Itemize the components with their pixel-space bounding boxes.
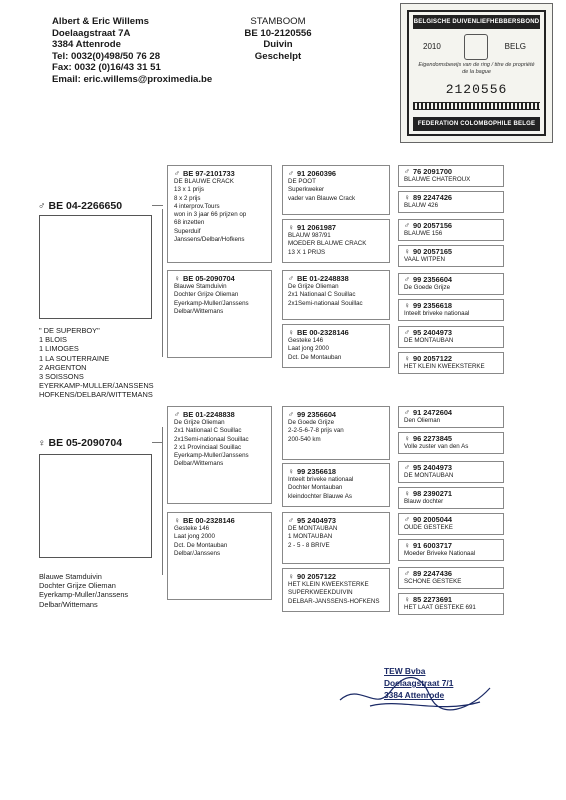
owner-tel: Tel: 0032(0)498/50 76 28 bbox=[52, 50, 161, 62]
stamp-street: Doelaagstraat 7/1 bbox=[384, 678, 454, 688]
connector bbox=[162, 427, 163, 575]
ring-number: BE 10-2120556 bbox=[244, 27, 312, 39]
gen3-box-8: ♀ 90 2057122 HET KLEIN KWEEKSTERKE bbox=[398, 352, 504, 374]
gen1-box-1: ♂ BE 97-2101733 DE BLAUWE CRACK 13 x 1 prijs 8 x 2 prijs 4 interprov.Tours won in 3 jaar 66 prijzen op 68 inzetten Superduif Janssens/Delbar/Hofkens bbox=[167, 165, 272, 263]
owner-street: Doelaagstraat 7A bbox=[52, 27, 131, 39]
gen3-box-5: ♂ 99 2356604 De Goede Grijze bbox=[398, 273, 504, 295]
signature-scribble-icon bbox=[330, 662, 510, 722]
certificate-stripe bbox=[413, 102, 540, 110]
gen3-box-6: ♀ 99 2356618 Inteelt briveke nationaal bbox=[398, 299, 504, 321]
gen3-box-4: ♀ 90 2057165 VAAL WITPEN bbox=[398, 245, 504, 267]
gen2-box-8: ♀ 90 2057122 HET KLEIN KWEEKSTERKE SUPERKWEEKDUIVIN DELBAR-JANSSENS-HOFKENS bbox=[282, 568, 390, 612]
bird-sex: Duivin bbox=[263, 39, 293, 51]
certificate-text: Eigendomsbewijs van de ring / titre de propriété de la bague bbox=[418, 62, 535, 75]
certificate-year: 2010 bbox=[423, 42, 441, 51]
gen3-box-1: ♂ 76 2091700 BLAUWE CHATEROUX bbox=[398, 165, 504, 187]
bird-color: Geschelpt bbox=[254, 50, 302, 62]
gen3-box-15: ♂ 89 2247436 SCHONE GESTEKE bbox=[398, 567, 504, 589]
gen3-box-9: ♂ 91 2472604 Den Olieman bbox=[398, 406, 504, 428]
gen3-box-14: ♀ 91 6003717 Moeder Briveke Nationaal bbox=[398, 539, 504, 561]
gen1-box-2: ♀ BE 05-2090704 Blauwe Stamduivin Dochter Grijze Olieman Eyerkamp-Muller/Janssens Delbar/Wittemans bbox=[167, 270, 272, 358]
certificate-country: BELG bbox=[504, 42, 526, 51]
certificate-frame bbox=[407, 10, 546, 136]
gen2-box-3: ♂ BE 01-2248838 De Grijze Olieman 2x1 Nationaal C Souillac 2x1Semi-nationaal Souillac bbox=[282, 270, 390, 320]
signature-stamp bbox=[330, 662, 510, 722]
gen1-box-4: ♀ BE 00-2328146 Gesteke 146 Laat jong 2000 Dct. De Montauban Delbar/Janssens bbox=[167, 512, 272, 600]
gen1-box-3: ♂ BE 01-2248838 De Grijze Olieman 2x1 Nationaal C Souillac 2x1Semi-nationaal Souillac 2 x1 Provinciaal Souillac Eyerkamp-Muller/Janssens Delbar/Wittemans bbox=[167, 406, 272, 504]
gen3-box-13: ♂ 90 2005044 OUDE GESTEKE bbox=[398, 513, 504, 535]
gen3-box-11: ♂ 95 2404973 DE MONTAUBAN bbox=[398, 461, 504, 483]
gen3-box-3: ♂ 90 2057156 BLAUWE 156 bbox=[398, 219, 504, 241]
stamp-company: TEW Bvba bbox=[384, 666, 426, 676]
certificate-org-fr: FEDERATION COLOMBOPHILE BELGE bbox=[413, 117, 540, 131]
owner-name: Albert & Eric Willems bbox=[52, 16, 149, 27]
dam-photo bbox=[39, 454, 152, 558]
owner-fax: Fax: 0032 (0)16/43 31 51 bbox=[52, 62, 161, 74]
gen2-box-2: ♀ 91 2061987 BLAUW 987/91 MOEDER BLAUWE CRACK 13 X 1 PRIJS bbox=[282, 219, 390, 263]
owner-email[interactable]: Email: eric.willems@proximedia.be bbox=[52, 73, 213, 85]
gen2-box-1: ♂ 91 2060396 DE POOT Superkweker vader van Blauwe Crack bbox=[282, 165, 390, 215]
gen2-box-6: ♀ 99 2356618 Inteelt briveke nationaal Dochter Montauban kleindochter Blauwe As bbox=[282, 463, 390, 507]
gen3-box-2: ♀ 89 2247426 BLAUW 426 bbox=[398, 191, 504, 213]
certificate-org-nl: BELGISCHE DUIVENLIEFHEBBERSBOND bbox=[413, 15, 540, 29]
gen2-box-4: ♀ BE 00-2328146 Gesteke 146 Laat jong 2000 Dct. De Montauban bbox=[282, 324, 390, 368]
gen2-box-5: ♂ 99 2356604 De Goede Grijze 2-2-5-6-7-8 prijs van 200-540 km bbox=[282, 406, 390, 460]
gen2-box-7: ♂ 95 2404973 DE MONTAUBAN 1 MONTAUBAN 2 - 5 - 8 BRIVE bbox=[282, 512, 390, 564]
gen3-box-10: ♀ 96 2273845 Volle zuster van den As bbox=[398, 432, 504, 454]
connector bbox=[162, 209, 163, 357]
owner-info bbox=[52, 16, 212, 86]
subject-id: ♂ BE 04-2266650 bbox=[38, 200, 123, 212]
owner-city: 3384 Attenrode bbox=[52, 39, 121, 51]
ownership-certificate bbox=[400, 3, 553, 143]
gen3-box-7: ♂ 95 2404973 DE MONTAUBAN bbox=[398, 326, 504, 348]
stamp-city: 3384 Attenrode bbox=[384, 690, 445, 700]
dam-description: Blauwe Stamduivin Dochter Grijze Olieman Eyerkamp-Muller/Janssens Delbar/Wittemans bbox=[39, 572, 129, 609]
emblem-icon bbox=[464, 34, 488, 60]
gen3-box-16: ♀ 85 2273691 HET LAAT GESTEKE 691 bbox=[398, 593, 504, 615]
gen3-box-12: ♀ 98 2390271 Blauw dochter bbox=[398, 487, 504, 509]
pedigree-title bbox=[228, 16, 328, 62]
connector bbox=[152, 205, 163, 206]
subject-description: " DE SUPERBOY" 1 BLOIS 1 LIMOGES 1 LA SOUTERRAINE 2 ARGENTON 3 SOISSONS EYERKAMP-MULLER/JANSSENS HOFKENS/DELBAR/WITTEMANS bbox=[39, 326, 154, 400]
certificate-number: 2120556 bbox=[445, 82, 508, 97]
dam-id: ♀ BE 05-2090704 bbox=[38, 437, 123, 449]
subject-photo bbox=[39, 215, 152, 319]
doc-title: STAMBOOM bbox=[250, 16, 306, 27]
